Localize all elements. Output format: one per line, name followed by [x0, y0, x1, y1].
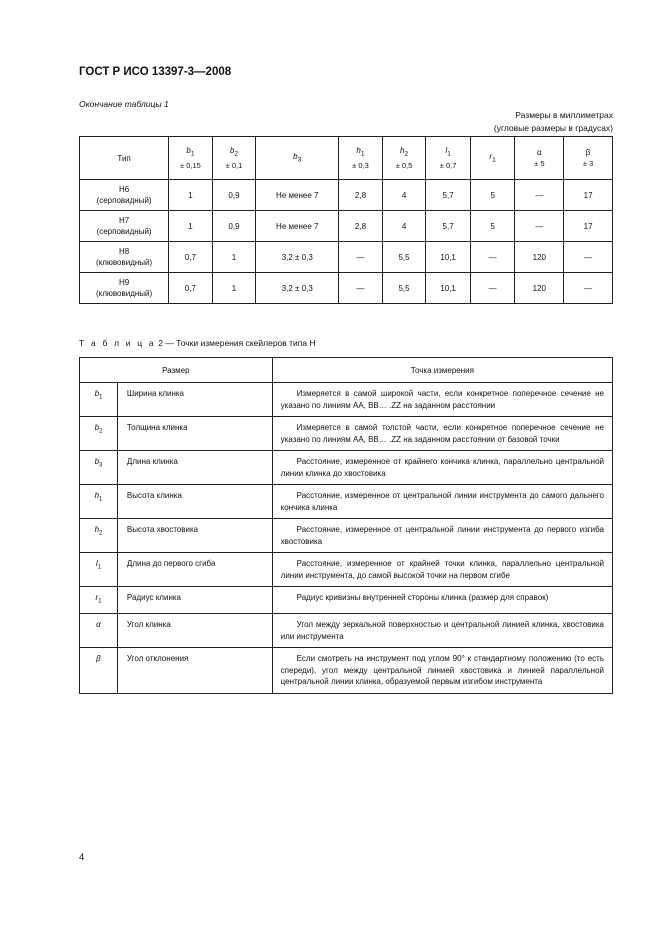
symbol-subscript: 1 — [97, 564, 102, 571]
col-header-type: Тип — [80, 137, 169, 180]
symbol: b — [94, 389, 100, 398]
table-cell: Не менее 7 — [256, 180, 339, 211]
table-cell: — — [339, 273, 383, 304]
name-cell: Ширина клинка — [117, 383, 272, 417]
table-row — [80, 417, 613, 451]
description-cell: Радиус кривизны внутренней стороны клинка (размер для справок) — [272, 587, 612, 614]
name-cell: Длина до первого сгиба — [117, 553, 272, 587]
symbol: b — [293, 151, 298, 161]
symbol: h — [399, 146, 405, 156]
table-cell: 2,8 — [339, 180, 383, 211]
table-cell: 0,9 — [212, 180, 256, 211]
symbol: b — [186, 146, 191, 156]
col-header-beta — [564, 137, 613, 180]
symbol-subscript: 1 — [447, 150, 451, 158]
col-header-h2 — [382, 137, 426, 180]
table-continuation-caption: Окончание таблицы 1 — [79, 99, 169, 109]
symbol-cell — [80, 587, 118, 614]
name-cell: Угол клинка — [117, 614, 272, 648]
name-cell: Толщина клинка — [117, 417, 272, 451]
symbol-subscript: 1 — [492, 156, 496, 164]
symbol: l — [445, 146, 448, 156]
description-cell: Расстояние, измеренное от крайнего кончика клинка, параллельно центральной линии клинка до хвостовика — [272, 451, 612, 485]
symbol-subscript: 2 — [99, 428, 103, 435]
table-cell: 3,2 ± 0,3 — [256, 242, 339, 273]
table-cell: 17 — [564, 211, 613, 242]
type-desc: (серповидный) — [96, 196, 152, 205]
table-cell: 1 — [212, 273, 256, 304]
table-cell: 1 — [169, 180, 213, 211]
table2-title-text: 2 — Точки измерения скейлеров типа H — [155, 338, 316, 348]
symbol-cell — [80, 648, 118, 694]
symbol-cell — [80, 417, 118, 451]
table-cell: 5 — [470, 211, 515, 242]
symbol: β — [585, 148, 591, 157]
col-header-b1 — [169, 137, 213, 180]
table-cell: — — [564, 273, 613, 304]
symbol: h — [94, 525, 100, 534]
measurement-header-row — [80, 358, 613, 383]
table-cell: 1 — [169, 211, 213, 242]
symbol-cell — [80, 519, 118, 553]
col-header-size: Размер — [80, 358, 273, 383]
symbol-subscript: 1 — [99, 394, 103, 401]
table-row — [80, 242, 613, 273]
name-cell: Высота хвостовика — [117, 519, 272, 553]
symbol-subscript: 3 — [99, 462, 103, 469]
table-row — [80, 587, 613, 614]
col-header-h1 — [339, 137, 383, 180]
table-row — [80, 383, 613, 417]
dimensions-header-row — [80, 137, 613, 180]
table-cell: — — [564, 242, 613, 273]
name-cell: Угол отклонения — [117, 648, 272, 694]
tolerance: ± 0,5 — [395, 160, 413, 170]
type-cell — [80, 211, 169, 242]
table-cell: — — [470, 273, 515, 304]
table-cell: 0,9 — [212, 211, 256, 242]
table-row — [80, 451, 613, 485]
symbol-cell — [80, 553, 118, 587]
table-row — [80, 553, 613, 587]
symbol-cell — [80, 383, 118, 417]
col-header-r1 — [470, 137, 515, 180]
table-row — [80, 485, 613, 519]
symbol-subscript: 2 — [404, 150, 409, 158]
table-cell: 0,7 — [169, 273, 213, 304]
symbol: b — [94, 423, 100, 432]
description-cell: Расстояние, измеренное от крайней точки клинка, параллельно центральной линии инструмента, до самой высокой точки на первом сгибе — [272, 553, 612, 587]
table2-title-prefix: Т а б л и ц а — [79, 338, 156, 348]
table-row — [80, 273, 613, 304]
table-cell: 10,1 — [426, 242, 471, 273]
symbol-cell — [80, 614, 118, 648]
symbol-cell — [80, 485, 118, 519]
type-desc: (клювовидный) — [95, 289, 153, 298]
table-cell: — — [515, 211, 564, 242]
type-desc: (клювовидный) — [95, 258, 153, 267]
symbol: b — [94, 457, 100, 466]
table2-title — [79, 338, 316, 348]
tolerance: ± 5 — [534, 159, 545, 168]
col-header-alpha — [515, 137, 564, 180]
symbol: h — [356, 146, 361, 156]
symbol-cell — [80, 451, 118, 485]
table-cell: 5,7 — [426, 180, 471, 211]
type-name: H7 — [118, 216, 130, 225]
table-cell: Не менее 7 — [256, 211, 339, 242]
dimensions-table — [79, 136, 613, 304]
table-row — [80, 211, 613, 242]
units-line-1: Размеры в миллиметрах — [515, 110, 613, 120]
symbol-subscript: 1 — [98, 598, 102, 605]
col-header-l1 — [426, 137, 471, 180]
type-cell — [80, 180, 169, 211]
table-cell: 5 — [470, 180, 515, 211]
description-cell: Угол между зеркальной поверхностью и центральной линией клинка, хвостовика или инструмента — [272, 614, 612, 648]
table-cell: — — [339, 242, 383, 273]
name-cell: Радиус клинка — [117, 587, 272, 614]
symbol: b — [229, 146, 235, 156]
description-cell: Расстояние, измеренное от центральной линии инструмента до первого изгиба хвостовика — [272, 519, 612, 553]
tolerance: ± 3 — [582, 159, 594, 168]
type-name: H8 — [118, 247, 130, 256]
type-cell — [80, 273, 169, 304]
type-cell — [80, 242, 169, 273]
col-header-b2 — [212, 137, 256, 180]
symbol-subscript: 1 — [360, 150, 365, 158]
table-cell: 120 — [515, 242, 564, 273]
page-number: 4 — [79, 852, 85, 863]
tolerance: ± 0,15 — [180, 160, 201, 170]
units-line-2: (угловые размеры в градусах) — [493, 122, 613, 133]
symbol: α — [96, 620, 101, 630]
table-cell: 3,2 ± 0,3 — [256, 273, 339, 304]
table-cell: 10,1 — [426, 273, 471, 304]
measurement-points-table — [79, 357, 613, 694]
symbol: h — [94, 491, 100, 500]
col-header-b3 — [256, 137, 339, 180]
symbol: r — [95, 593, 99, 602]
symbol: β — [96, 654, 101, 664]
description-cell: Измеряется в самой толстой части, если конкретное поперечное сечение не указано по линиям AA, BB… .ZZ на заданном расстоянии от базовой точки — [272, 417, 612, 451]
symbol-subscript: 2 — [234, 150, 239, 158]
units-note — [494, 109, 613, 134]
name-cell: Высота клинка — [117, 485, 272, 519]
table-cell: 4 — [382, 180, 426, 211]
symbol: r — [489, 151, 493, 161]
table-cell: 5,7 — [426, 211, 471, 242]
table-cell: 120 — [515, 273, 564, 304]
table-row — [80, 180, 613, 211]
table-cell: 2,8 — [339, 211, 383, 242]
table-cell: — — [470, 242, 515, 273]
table-row — [80, 519, 613, 553]
symbol: l — [95, 559, 98, 568]
col-header-point: Точка измерения — [272, 358, 612, 383]
tolerance: ± 0,1 — [225, 160, 243, 170]
name-cell: Длина клинка — [117, 451, 272, 485]
table-row — [80, 648, 613, 694]
symbol-subscript: 1 — [190, 150, 195, 158]
symbol-subscript: 3 — [297, 156, 302, 164]
type-name: H9 — [118, 278, 130, 287]
symbol-subscript: 1 — [99, 496, 103, 503]
table-row — [80, 614, 613, 648]
table-cell: 17 — [564, 180, 613, 211]
tolerance: ± 0,7 — [439, 160, 457, 170]
table-cell: 1 — [212, 242, 256, 273]
symbol-subscript: 2 — [99, 530, 103, 537]
symbol: α — [537, 148, 542, 157]
type-desc: (серповидный) — [96, 227, 152, 236]
table-cell: 5,5 — [382, 242, 426, 273]
table-cell: 4 — [382, 211, 426, 242]
table-cell: 0,7 — [169, 242, 213, 273]
tolerance: ± 0,3 — [352, 160, 369, 170]
document-title: ГОСТ Р ИСО 13397-3—2008 — [79, 66, 232, 78]
type-name: H6 — [118, 185, 130, 194]
table-cell: — — [515, 180, 564, 211]
description-cell: Расстояние, измеренное от центральной линии инструмента до самого дальнего кончика клинка — [272, 485, 612, 519]
description-cell: Измеряется в самой широкой части, если конкретное поперечное сечение не указано по линиям AA, BB… .ZZ на заданном расстоянии — [272, 383, 612, 417]
description-cell: Если смотреть на инструмент под углом 90° к стандартному положению (то есть спереди), угол между центральной линией хвостовика и линией параллельной центральной линии клинка, образуемой первым изгибом инструмента — [272, 648, 612, 694]
table-cell: 5,5 — [382, 273, 426, 304]
